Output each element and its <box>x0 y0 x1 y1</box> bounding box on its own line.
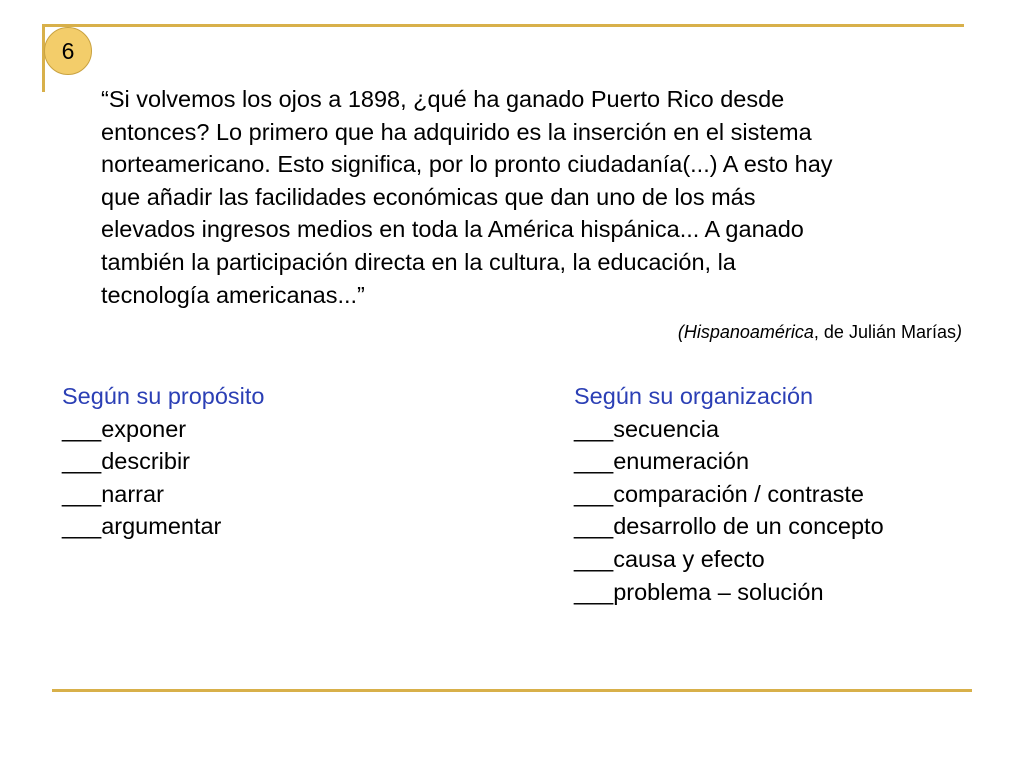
slide-number: 6 <box>61 37 75 64</box>
bottom-divider <box>52 689 972 692</box>
quote-line: norteamericano. Esto significa, por lo pronto ciudadanía(...) A esto hay <box>101 151 833 178</box>
quote-line: entonces? Lo primero que ha adquirido es la inserción en el sistema <box>101 118 812 145</box>
organization-column <box>574 380 884 608</box>
quote-line: también la participación directa en la cultura, la educación, la <box>101 248 736 275</box>
quote-source <box>678 322 962 343</box>
quote-text <box>101 83 961 311</box>
organization-option-comparacion: ___comparación / contraste <box>574 480 864 507</box>
slide-number-badge <box>44 27 92 75</box>
organization-option-problema-solucion: ___problema – solución <box>574 578 824 605</box>
purpose-option-exponer: ___exponer <box>62 415 187 442</box>
organization-option-desarrollo: ___desarrollo de un concepto <box>574 513 884 540</box>
quote-line: que añadir las facilidades económicas que dan uno de los más <box>101 183 756 210</box>
source-author: , de Julián Marías <box>813 322 956 342</box>
source-open-paren: ( <box>677 322 684 342</box>
purpose-option-argumentar: ___argumentar <box>62 513 222 540</box>
quote-line: elevados ingresos medios en toda la América hispánica... A ganado <box>101 216 804 243</box>
quote-line: tecnología americanas...” <box>101 281 365 308</box>
purpose-column <box>62 380 265 543</box>
purpose-heading: Según su propósito <box>62 383 265 409</box>
source-title: Hispanoamérica <box>683 322 814 342</box>
organization-option-enumeracion: ___enumeración <box>574 448 750 475</box>
quote-line: “Si volvemos los ojos a 1898, ¿qué ha ganado Puerto Rico desde <box>101 86 785 112</box>
source-close-paren: ) <box>956 322 962 342</box>
organization-heading: Según su organización <box>574 383 814 409</box>
purpose-option-narrar: ___narrar <box>62 480 164 507</box>
top-divider <box>44 24 964 27</box>
organization-option-secuencia: ___secuencia <box>574 415 720 442</box>
purpose-option-describir: ___describir <box>62 448 191 475</box>
organization-option-causa-efecto: ___causa y efecto <box>574 545 765 572</box>
